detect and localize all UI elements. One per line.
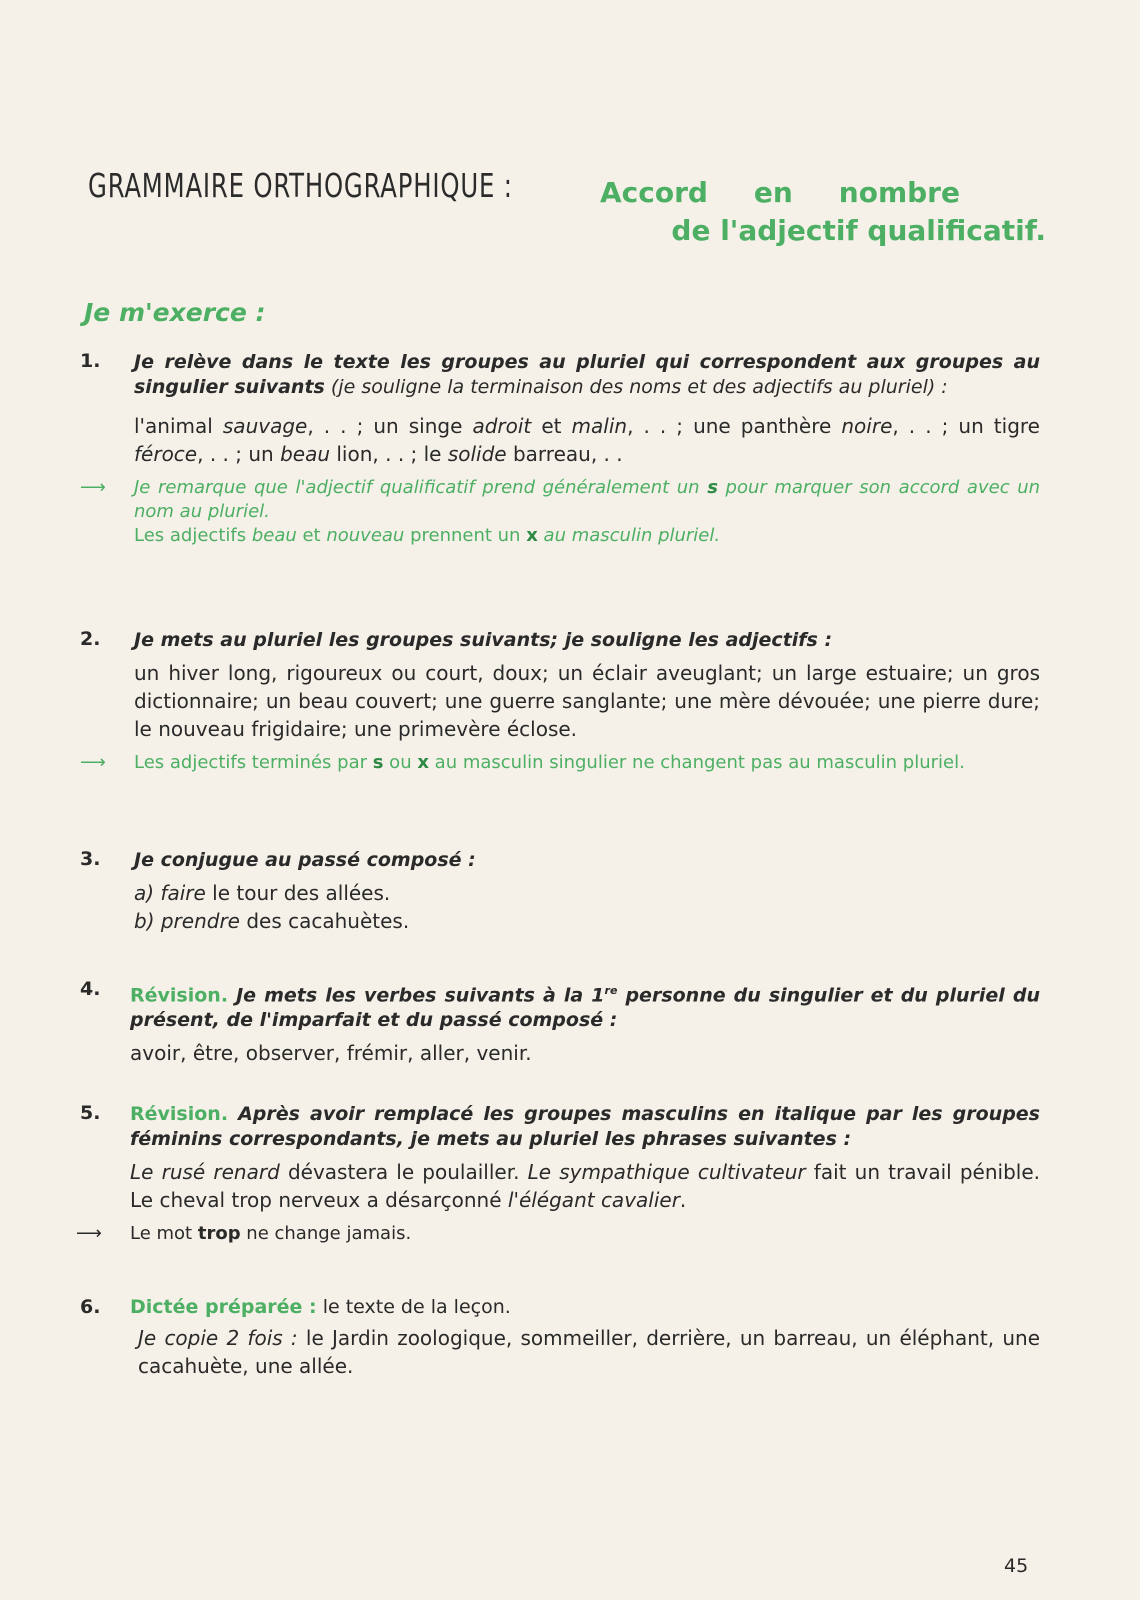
remark-block: ⟶ Je remarque que l'adjectif qualificatif prend généralement un s pour marquer son accord avec un nom au pluriel. Les adjectifs beau et nouveau prennent un x au masculin pluriel. (80, 477, 1041, 546)
exercise-content (134, 879, 1040, 935)
exercise-4 (80, 978, 1040, 1067)
exercise-content: avoir, être, observer, frémir, aller, venir. (130, 1041, 532, 1066)
exercise-content: Le rusé renard dévastera le poulailler. Le sympathique cultivateur fait un travail pénible. Le cheval trop nerveux a désarçonné l'élégant cavalier. (130, 1160, 1040, 1212)
title-word-en: en (753, 176, 793, 209)
exercise-2 (80, 628, 1040, 775)
page-number: 45 (1004, 1555, 1029, 1577)
exercise-number: 1. (80, 350, 101, 372)
remark-block: ⟶ Le mot trop ne change jamais. (76, 1223, 412, 1244)
exercise-content: un hiver long, rigoureux ou court, doux; un éclair aveuglant; un large estuaire; un gros dictionnaire; un beau couvert; une guerre sanglante; une mère dévouée; une pierre dure; le nouveau frigidaire; une primevère éclose. (134, 661, 1040, 741)
exercise-content: Je copie 2 fois : le Jardin zoologique, sommeiller, derrière, un barreau, un éléphant, une cacahuète, une allée. (138, 1326, 1041, 1378)
title-word-accord: Accord (600, 176, 708, 209)
exercise-instruction: Dictée préparée : le texte de la leçon. (130, 1296, 511, 1318)
exercise-number: 5. (80, 1102, 101, 1124)
exercise-instruction: Révision. Je mets les verbes suivants à la 1re personne du singulier et du pluriel du présent, de l'imparfait et du passé composé : (130, 984, 1040, 1032)
exercise-instruction: Révision. Après avoir remplacé les groupes masculins en italique par les groupes féminins correspondants, je mets au pluriel les phrases suivantes : (130, 1103, 1040, 1150)
exercise-number: 6. (80, 1296, 101, 1318)
title-word-nombre: nombre (838, 176, 960, 209)
exercise-instruction: Je conjugue au passé composé : (134, 849, 476, 871)
exercise-number: 2. (80, 628, 101, 650)
title-grammaire: GRAMMAIRE ORTHOGRAPHIQUE : (88, 166, 513, 205)
exercise-3 (80, 848, 1040, 935)
item-a: a) faire le tour des allées. (134, 881, 391, 905)
remark-block: ⟶ Les adjectifs terminés par s ou x au masculin singulier ne changent pas au masculin pluriel. (80, 752, 965, 773)
title-accord-line2: de l'adjectif qualificatif. (671, 214, 1046, 247)
item-b: b) prendre des cacahuètes. (134, 909, 410, 933)
exercise-number: 4. (80, 978, 101, 1000)
instruction-text: Je relève dans le texte les groupes au pluriel qui correspondent aux groupes au singulier suivants (134, 351, 1040, 398)
exercise-content: l'animal sauvage, . . ; un singe adroit et malin, . . ; une panthère noire, . . ; un tigre féroce, . . ; un beau lion, . . ; le solide barreau, . . (134, 414, 1040, 466)
arrow-icon: ⟶ (80, 477, 106, 498)
section-heading: Je m'exerce : (84, 298, 266, 327)
exercise-number: 3. (80, 848, 101, 870)
instruction-note: (je souligne la terminaison des noms et des adjectifs au pluriel) : (324, 376, 948, 398)
arrow-icon: ⟶ (80, 752, 106, 773)
exercise-6 (80, 1296, 1040, 1380)
exercise-5 (76, 1102, 1040, 1246)
title-accord-line1 (600, 176, 960, 209)
exercise-instruction: Je mets au pluriel les groupes suivants; je souligne les adjectifs : (134, 629, 833, 651)
exercise-instruction (134, 350, 1040, 400)
arrow-icon: ⟶ (76, 1223, 102, 1244)
exercise-1 (80, 350, 1040, 548)
